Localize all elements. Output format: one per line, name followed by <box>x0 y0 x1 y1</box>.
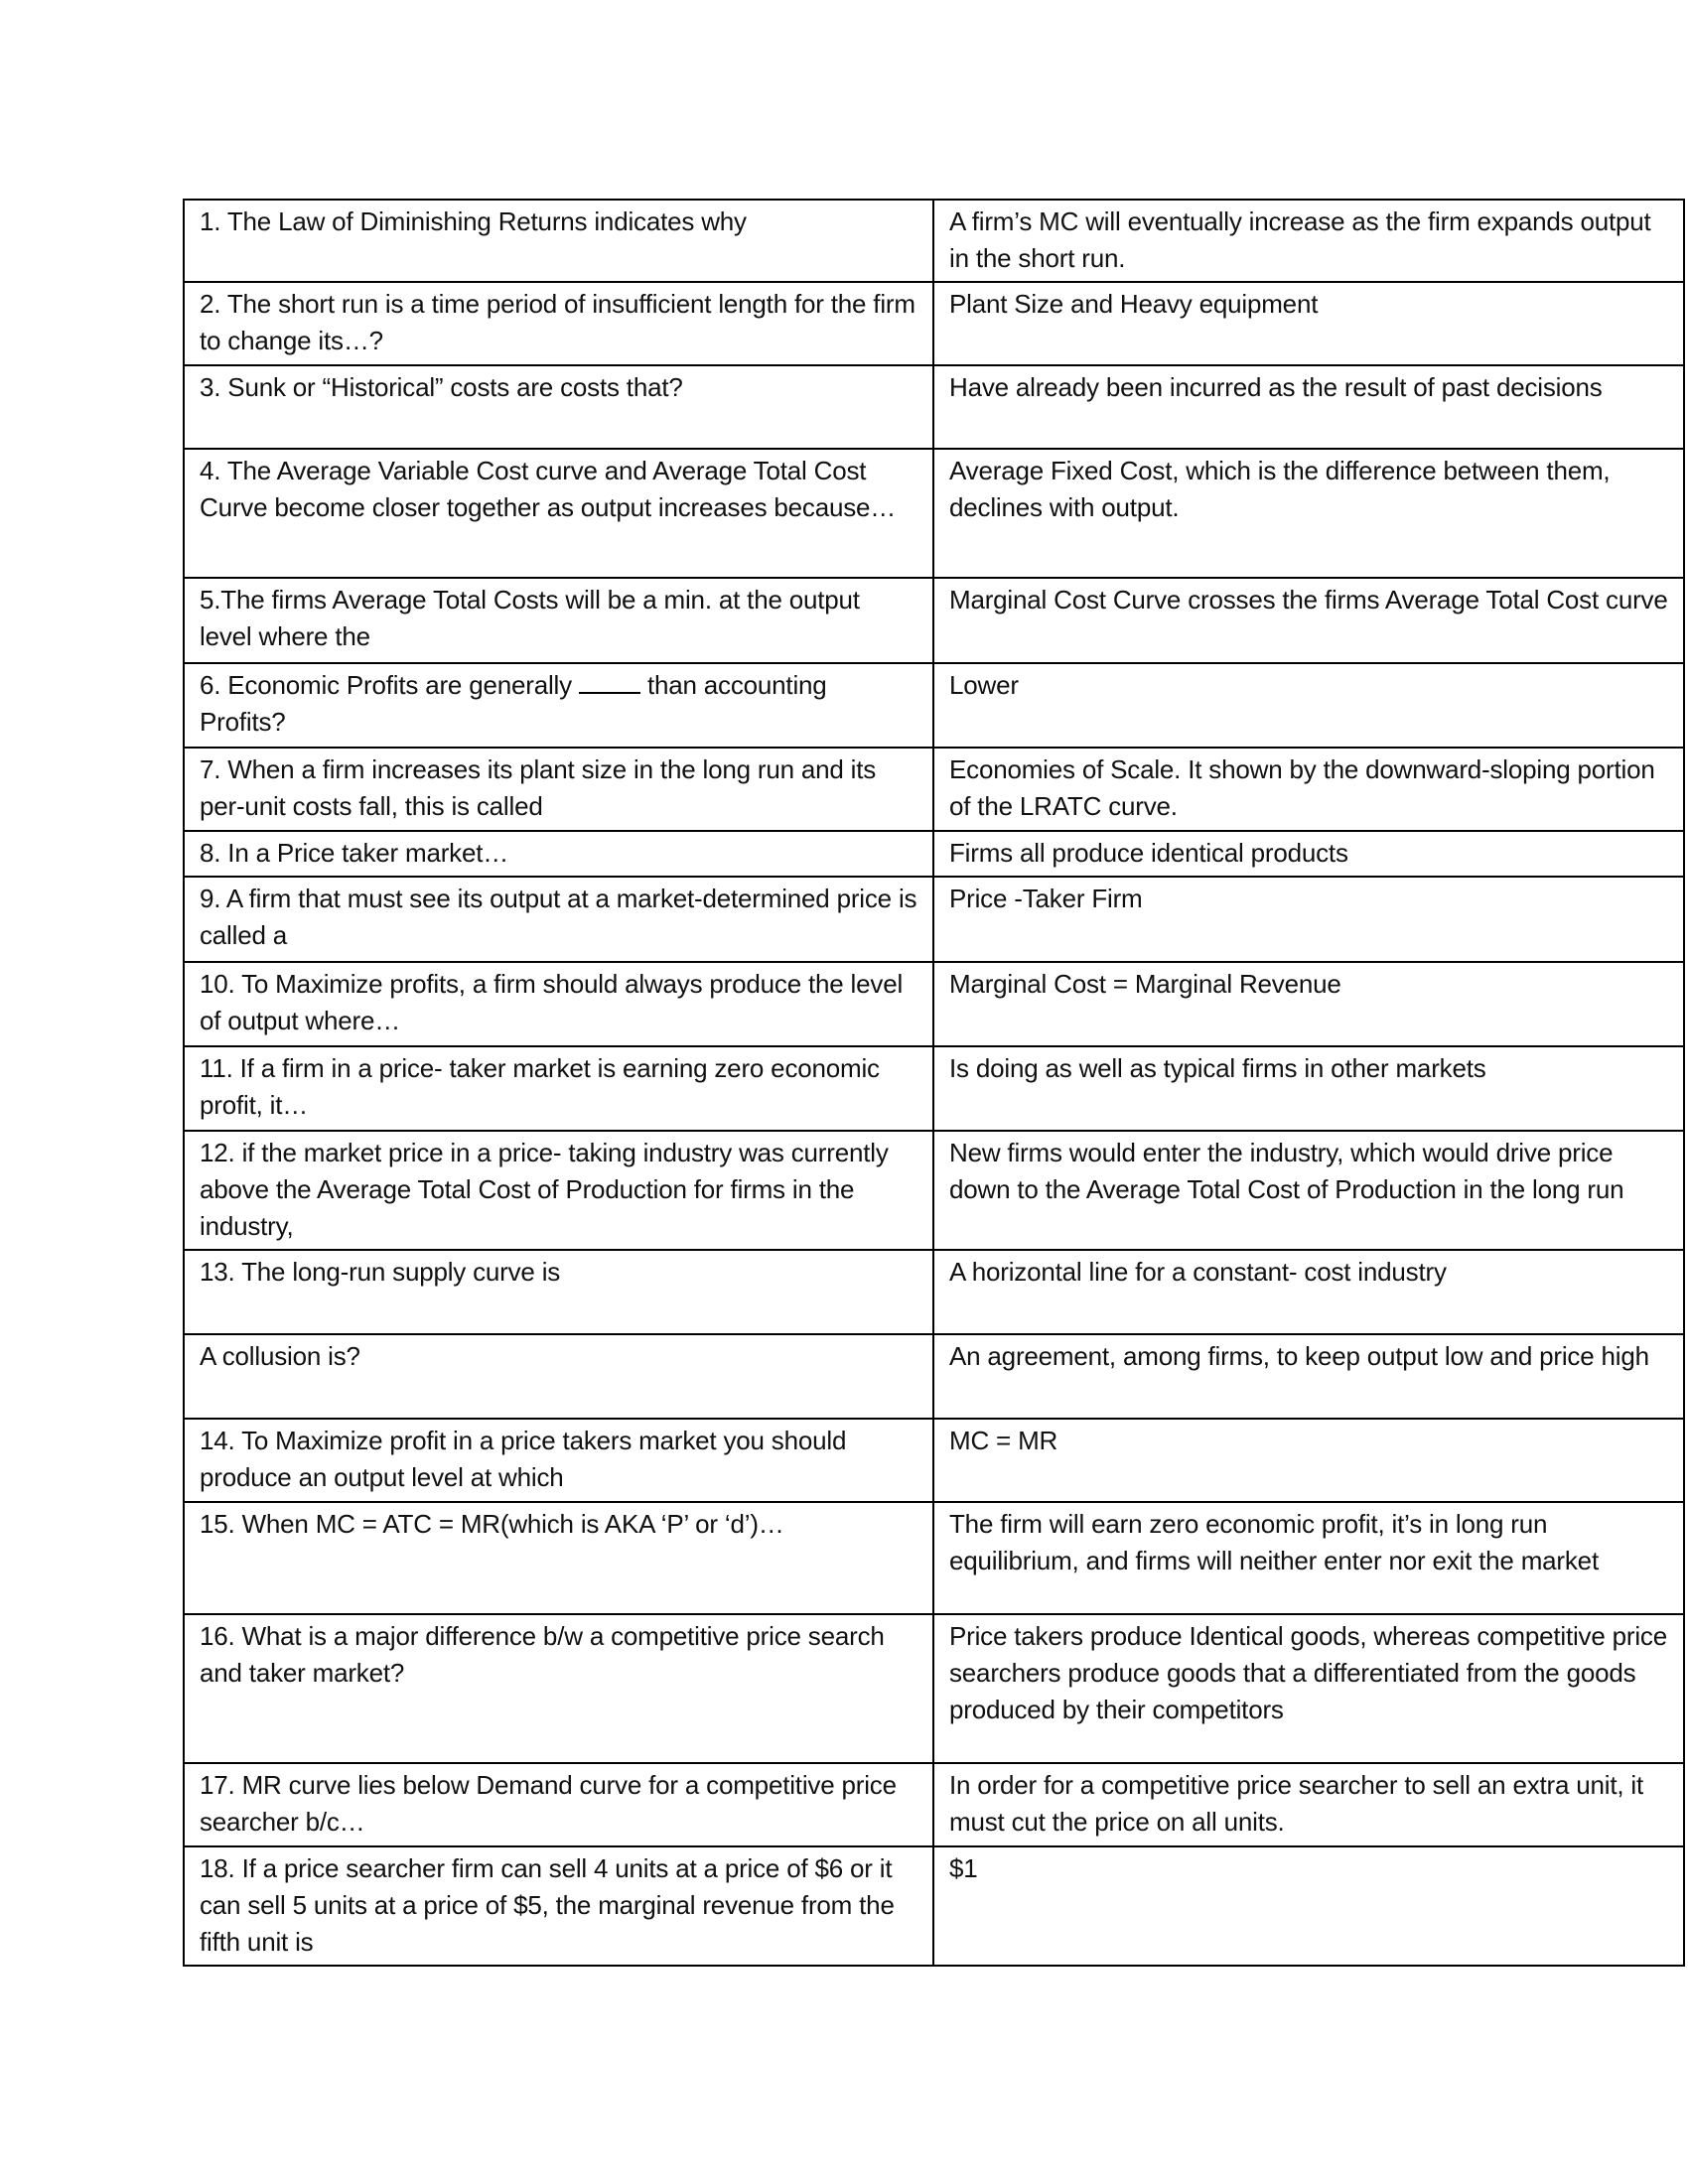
question-cell: 7. When a firm increases its plant size in the long run and its per-unit costs fall, this is called <box>184 748 933 831</box>
table-row <box>184 365 1684 449</box>
question-cell: 4. The Average Variable Cost curve and Average Total Cost Curve become closer together as output increases because… <box>184 449 933 578</box>
table-row <box>184 282 1684 365</box>
table-row <box>184 663 1684 748</box>
question-cell: 18. If a price searcher firm can sell 4 units at a price of $6 or it can sell 5 units at a price of $5, the marginal revenue from the fifth unit is <box>184 1846 933 1966</box>
table-row <box>184 1046 1684 1131</box>
question-cell: 12. if the market price in a price- taking industry was currently above the Average Total Cost of Production for firms in the industry, <box>184 1131 933 1250</box>
answer-cell: Marginal Cost = Marginal Revenue <box>933 962 1684 1046</box>
question-text-start: 6. Economic Profits are generally <box>200 670 579 700</box>
question-cell: 3. Sunk or “Historical” costs are costs that? <box>184 365 933 449</box>
table-row <box>184 1763 1684 1846</box>
answer-cell: An agreement, among firms, to keep output low and price high <box>933 1334 1684 1419</box>
question-cell: 13. The long-run supply curve is <box>184 1250 933 1334</box>
answer-cell: New firms would enter the industry, which would drive price down to the Average Total Cost of Production in the long run <box>933 1131 1684 1250</box>
question-cell: 1. The Law of Diminishing Returns indicates why <box>184 200 933 282</box>
answer-cell: In order for a competitive price searcher to sell an extra unit, it must cut the price on all units. <box>933 1763 1684 1846</box>
answer-cell: Have already been incurred as the result of past decisions <box>933 365 1684 449</box>
answer-cell: Marginal Cost Curve crosses the firms Average Total Cost curve <box>933 578 1684 663</box>
table-row <box>184 1502 1684 1614</box>
table-row <box>184 1614 1684 1763</box>
table-row <box>184 831 1684 877</box>
table-row <box>184 578 1684 663</box>
question-cell: 5.The firms Average Total Costs will be a min. at the output level where the <box>184 578 933 663</box>
table-row <box>184 877 1684 962</box>
table-row <box>184 748 1684 831</box>
table-row <box>184 1846 1684 1966</box>
answer-cell: The firm will earn zero economic profit, it’s in long run equilibrium, and firms will neither enter nor exit the market <box>933 1502 1684 1614</box>
answer-cell: Price -Taker Firm <box>933 877 1684 962</box>
answer-cell: Firms all produce identical products <box>933 831 1684 877</box>
answer-cell: A firm’s MC will eventually increase as the firm expands output in the short run. <box>933 200 1684 282</box>
question-cell: 10. To Maximize profits, a firm should always produce the level of output where… <box>184 962 933 1046</box>
table-row <box>184 1419 1684 1502</box>
question-cell: 14. To Maximize profit in a price takers market you should produce an output level at which <box>184 1419 933 1502</box>
answer-cell: A horizontal line for a constant- cost industry <box>933 1250 1684 1334</box>
answer-cell: Plant Size and Heavy equipment <box>933 282 1684 365</box>
answer-cell: Average Fixed Cost, which is the difference between them, declines with output. <box>933 449 1684 578</box>
question-cell: A collusion is? <box>184 1334 933 1419</box>
question-cell: 2. The short run is a time period of insufficient length for the firm to change its…? <box>184 282 933 365</box>
answer-cell: Price takers produce Identical goods, whereas competitive price searchers produce goods that a differentiated from the goods produced by their competitors <box>933 1614 1684 1763</box>
question-text-end: than accounting Profits? <box>200 670 827 737</box>
question-cell: 16. What is a major difference b/w a competitive price search and taker market? <box>184 1614 933 1763</box>
qa-table <box>183 199 1685 1967</box>
table-row <box>184 1250 1684 1334</box>
question-cell: 15. When MC = ATC = MR(which is AKA ‘P’ or ‘d’)… <box>184 1502 933 1614</box>
question-cell: 9. A firm that must see its output at a market-determined price is called a <box>184 877 933 962</box>
answer-cell: MC = MR <box>933 1419 1684 1502</box>
table-row <box>184 200 1684 282</box>
answer-cell: $1 <box>933 1846 1684 1966</box>
fill-in-blank <box>579 670 640 694</box>
question-cell: 17. MR curve lies below Demand curve for a competitive price searcher b/c… <box>184 1763 933 1846</box>
answer-cell: Lower <box>933 663 1684 748</box>
table-row <box>184 449 1684 578</box>
answer-cell: Is doing as well as typical firms in other markets <box>933 1046 1684 1131</box>
question-cell: 11. If a firm in a price- taker market is earning zero economic profit, it… <box>184 1046 933 1131</box>
answer-cell: Economies of Scale. It shown by the downward-sloping portion of the LRATC curve. <box>933 748 1684 831</box>
question-cell: 8. In a Price taker market… <box>184 831 933 877</box>
table-row <box>184 1131 1684 1250</box>
question-cell <box>184 663 933 748</box>
table-row <box>184 1334 1684 1419</box>
table-row <box>184 962 1684 1046</box>
